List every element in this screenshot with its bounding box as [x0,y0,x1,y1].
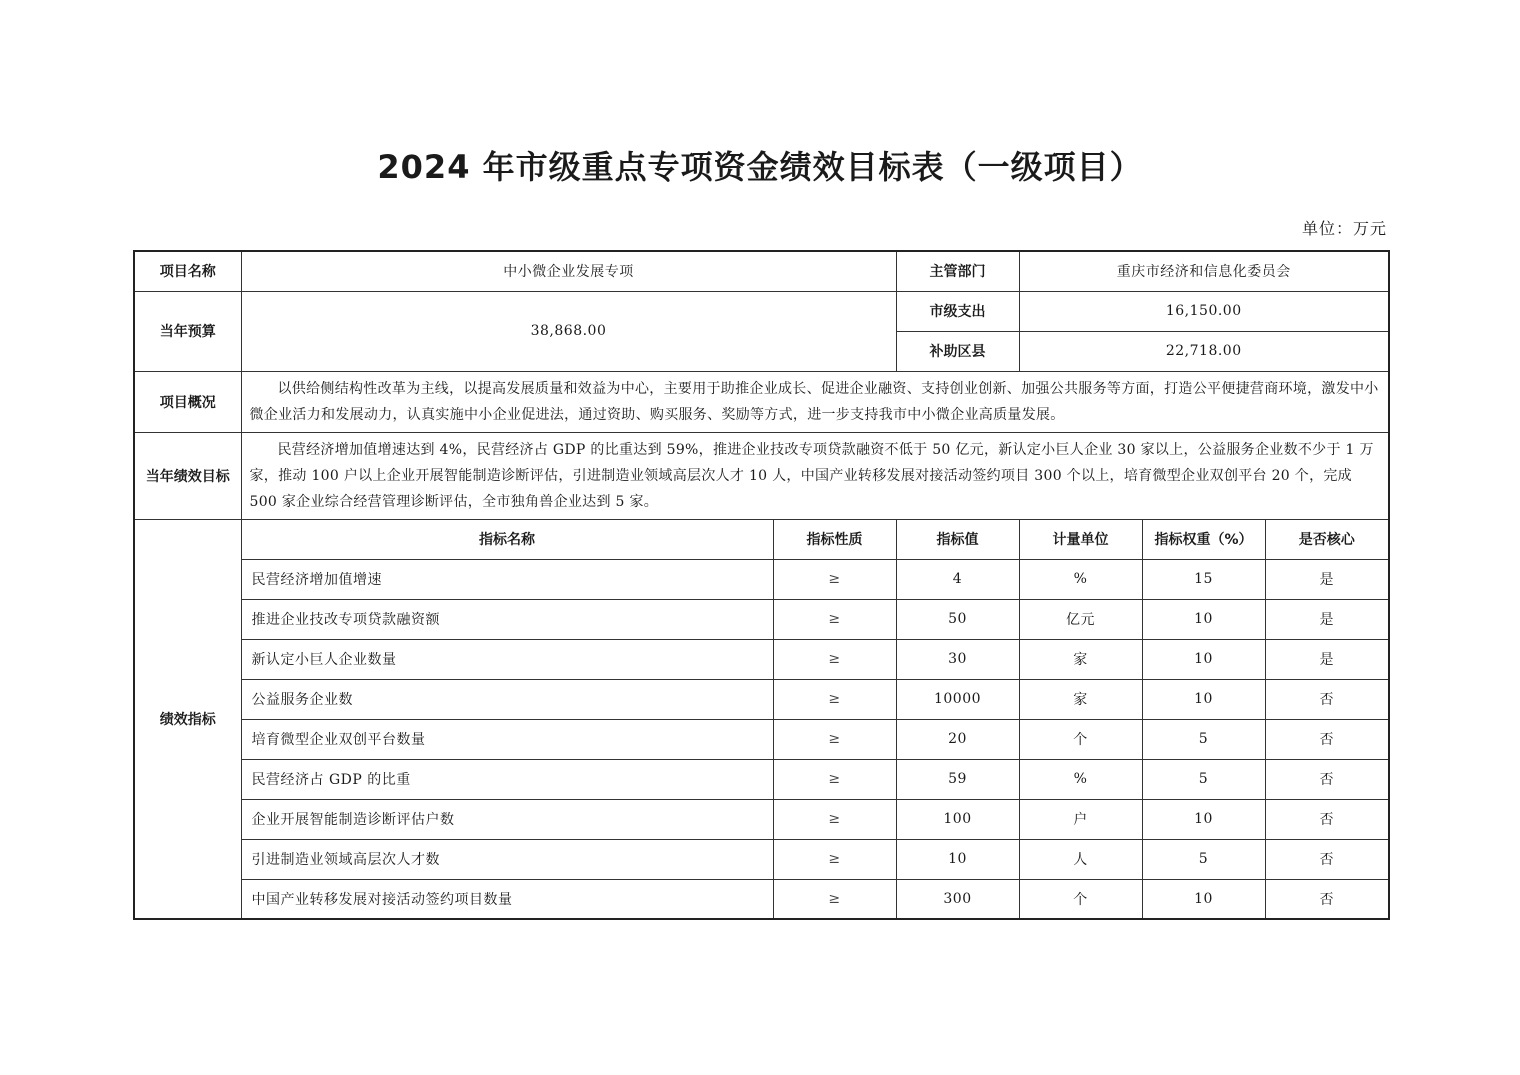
indicator-core: 否 [1265,799,1389,839]
indicator-nature: ≥ [773,879,896,919]
indicator-value: 100 [896,799,1019,839]
indicator-value: 4 [896,559,1019,599]
indicator-name: 企业开展智能制造诊断评估户数 [241,799,773,839]
target-text: 民营经济增加值增速达到 4%，民营经济占 GDP 的比重达到 59%，推进企业技改专项贷款融资不低于 50 亿元，新认定小巨人企业 30 家以上，公益服务企业数不少于 1 万家，推动 100 户以上企业开展智能制造诊断评估，引进制造业领域高层次人才 10 人，中国产业转移发展对接活动签约项目 300 个以上，培育微型企业双创平台 20 个，完成 500 家企业综合经营管理诊断评估，全市独角兽企业达到 5 家。 [241,432,1389,519]
indicator-unit: 个 [1019,879,1142,919]
indicator-name: 新认定小巨人企业数量 [241,639,773,679]
table-row [134,559,1389,599]
overview-text: 以供给侧结构性改革为主线，以提高发展质量和效益为中心，主要用于助推企业成长、促进企业融资、支持创业创新、加强公共服务等方面，打造公平便捷营商环境，激发中小微企业活力和发展动力，认真实施中小企业促进法，通过资助、购买服务、奖励等方式，进一步支持我市中小微企业高质量发展。 [241,371,1389,432]
indicator-column-header: 是否核心 [1265,519,1389,559]
indicator-core: 否 [1265,719,1389,759]
indicator-weight: 5 [1142,719,1265,759]
indicator-unit: 家 [1019,679,1142,719]
indicator-column-header: 计量单位 [1019,519,1142,559]
table-row [134,759,1389,799]
indicator-name: 推进企业技改专项贷款融资额 [241,599,773,639]
table-row [134,839,1389,879]
indicator-name: 民营经济占 GDP 的比重 [241,759,773,799]
performance-table [133,250,1390,920]
project-name-value: 中小微企业发展专项 [241,251,896,291]
subsidy-label: 补助区县 [896,331,1019,371]
indicator-core: 否 [1265,679,1389,719]
indicator-value: 30 [896,639,1019,679]
indicator-unit: % [1019,559,1142,599]
indicator-unit: 亿元 [1019,599,1142,639]
indicator-weight: 5 [1142,759,1265,799]
indicator-nature: ≥ [773,559,896,599]
indicator-column-header: 指标名称 [241,519,773,559]
table-row [134,599,1389,639]
budget-value: 38,868.00 [241,291,896,371]
table-row [134,799,1389,839]
indicator-section-label: 绩效指标 [134,519,241,919]
table-row [134,639,1389,679]
indicator-nature: ≥ [773,599,896,639]
indicator-nature: ≥ [773,679,896,719]
indicator-core: 否 [1265,839,1389,879]
indicator-name: 培育微型企业双创平台数量 [241,719,773,759]
indicator-column-header: 指标权重（%） [1142,519,1265,559]
indicator-value: 59 [896,759,1019,799]
target-label: 当年绩效目标 [134,432,241,519]
indicator-weight: 10 [1142,639,1265,679]
indicator-core: 是 [1265,639,1389,679]
indicator-column-header: 指标性质 [773,519,896,559]
indicator-name: 中国产业转移发展对接活动签约项目数量 [241,879,773,919]
indicator-nature: ≥ [773,839,896,879]
indicator-unit: 个 [1019,719,1142,759]
indicator-core: 否 [1265,879,1389,919]
indicator-weight: 10 [1142,799,1265,839]
indicator-unit: 户 [1019,799,1142,839]
indicator-value: 10 [896,839,1019,879]
indicator-nature: ≥ [773,799,896,839]
city-expense-value: 16,150.00 [1019,291,1389,331]
indicator-name: 引进制造业领域高层次人才数 [241,839,773,879]
indicator-weight: 10 [1142,879,1265,919]
budget-label: 当年预算 [134,291,241,371]
city-expense-label: 市级支出 [896,291,1019,331]
project-name-label: 项目名称 [134,251,241,291]
indicator-value: 300 [896,879,1019,919]
indicator-weight: 10 [1142,599,1265,639]
dept-value: 重庆市经济和信息化委员会 [1019,251,1389,291]
overview-label: 项目概况 [134,371,241,432]
indicator-weight: 10 [1142,679,1265,719]
indicator-weight: 5 [1142,839,1265,879]
indicator-name: 公益服务企业数 [241,679,773,719]
indicator-value: 20 [896,719,1019,759]
indicator-unit: % [1019,759,1142,799]
indicator-unit: 人 [1019,839,1142,879]
page-title: 2024 年市级重点专项资金绩效目标表（一级项目） [377,148,1143,186]
indicator-value: 10000 [896,679,1019,719]
subsidy-value: 22,718.00 [1019,331,1389,371]
table-row [134,879,1389,919]
indicator-nature: ≥ [773,719,896,759]
indicator-weight: 15 [1142,559,1265,599]
indicator-core: 是 [1265,599,1389,639]
table-row [134,679,1389,719]
indicator-column-header: 指标值 [896,519,1019,559]
indicator-unit: 家 [1019,639,1142,679]
indicator-nature: ≥ [773,639,896,679]
table-row [134,719,1389,759]
indicator-core: 是 [1265,559,1389,599]
unit-label: 单位：万元 [1301,219,1387,238]
dept-label: 主管部门 [896,251,1019,291]
indicator-core: 否 [1265,759,1389,799]
indicator-name: 民营经济增加值增速 [241,559,773,599]
indicator-nature: ≥ [773,759,896,799]
indicator-value: 50 [896,599,1019,639]
